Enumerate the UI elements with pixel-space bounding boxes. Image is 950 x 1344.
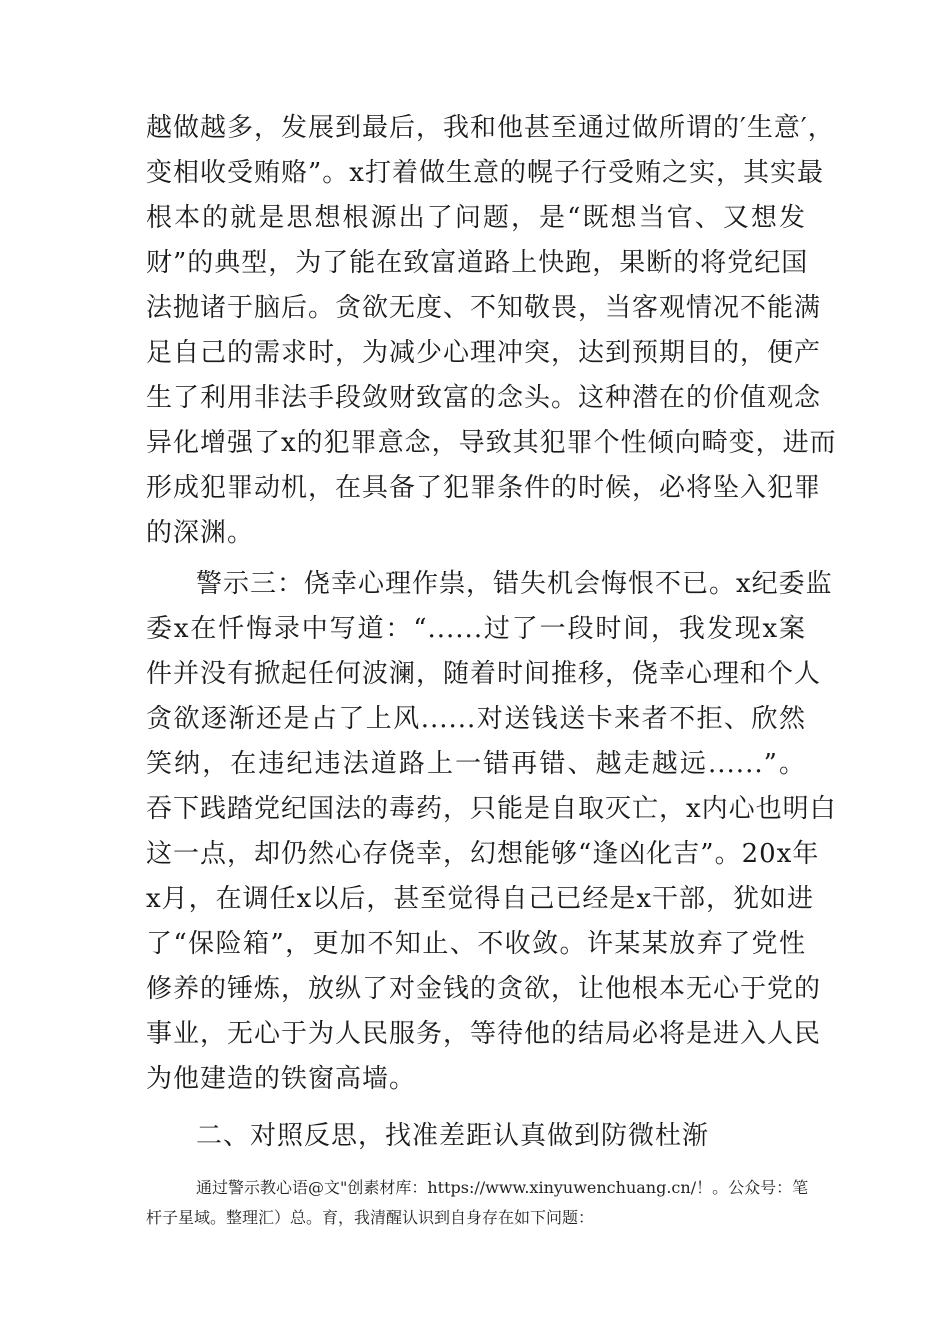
paragraph-2-line: 笑纳，在违纪违法道路上一错再错、越走越远......”。 <box>146 749 806 779</box>
paragraph-2-line: 修养的锤炼，放纵了对金钱的贪欲，让他根本无心于党的 <box>146 974 822 1004</box>
paragraph-2-line: 吞下践踏党纪国法的毒药，只能是自取灭亡，x内心也明白 <box>146 794 837 824</box>
paragraph-1-line: 生了利用非法手段敛财致富的念头。这种潜在的价值观念 <box>146 383 822 413</box>
paragraph-2-line: 警示三：侥幸心理作祟，错失机会悔恨不已。x纪委监 <box>196 569 833 599</box>
paragraph-2-line: 这一点，却仍然心存侥幸，幻想能够“逢凶化吉”。20x年 <box>146 839 820 869</box>
footer-text-line: 杆子星域。整理汇）总。育，我清醒认识到自身存在如下问题： <box>146 1208 595 1227</box>
paragraph-1-line: 根本的就是思想根源出了问题，是“既想当官、又想发 <box>146 203 806 233</box>
paragraph-2-line: x月，在调任x以后，甚至觉得自己已经是x干部，犹如进 <box>146 884 814 914</box>
paragraph-2-line: 委x在忏悔录中写道：“......过了一段时间，我发现x案 <box>146 614 806 644</box>
paragraph-2-line: 贪欲逐渐还是占了上风......对送钱送卡来者不拒、欣然 <box>146 704 806 734</box>
paragraph-1-line: 财”的典型，为了能在致富道路上快跑，果断的将党纪国 <box>146 248 809 278</box>
paragraph-1-line: 法抛诸于脑后。贪欲无度、不知敬畏，当客观情况不能满 <box>146 293 822 323</box>
paragraph-1-line: 足自己的需求时，为减少心理冲突，达到预期目的，便产 <box>146 338 822 368</box>
paragraph-1-line: 形成犯罪动机，在具备了犯罪条件的时候，必将坠入犯罪 <box>146 473 822 503</box>
paragraph-1-line: 变相收受贿赂”。x打着做生意的幌子行受贿之实，其实最 <box>146 158 824 188</box>
paragraph-2-line: 事业，无心于为人民服务，等待他的结局必将是进入人民 <box>146 1019 822 1049</box>
paragraph-1-line: 异化增强了x的犯罪意念，导致其犯罪个性倾向畸变，进而 <box>146 428 837 458</box>
footer-text-line: 通过警示教心语@文"创素材库：https://www.xinyuwenchuang.cn/！。公众号：笔 <box>196 1178 809 1197</box>
paragraph-2-line: 为他建造的铁窗高墙。 <box>146 1064 417 1094</box>
paragraph-1-line: 的深渊。 <box>146 518 255 548</box>
paragraph-1-line: 越做越多，发展到最后，我和他甚至通过做所谓的′生意′， <box>146 113 835 143</box>
paragraph-2-line: 了“保险箱”，更加不知止、不收敛。许某某放弃了党性 <box>146 929 806 959</box>
section-heading: 二、对照反思，找准差距认真做到防微杜渐 <box>196 1121 710 1151</box>
paragraph-2-line: 件并没有掀起任何波澜，随着时间推移，侥幸心理和个人 <box>146 659 822 689</box>
